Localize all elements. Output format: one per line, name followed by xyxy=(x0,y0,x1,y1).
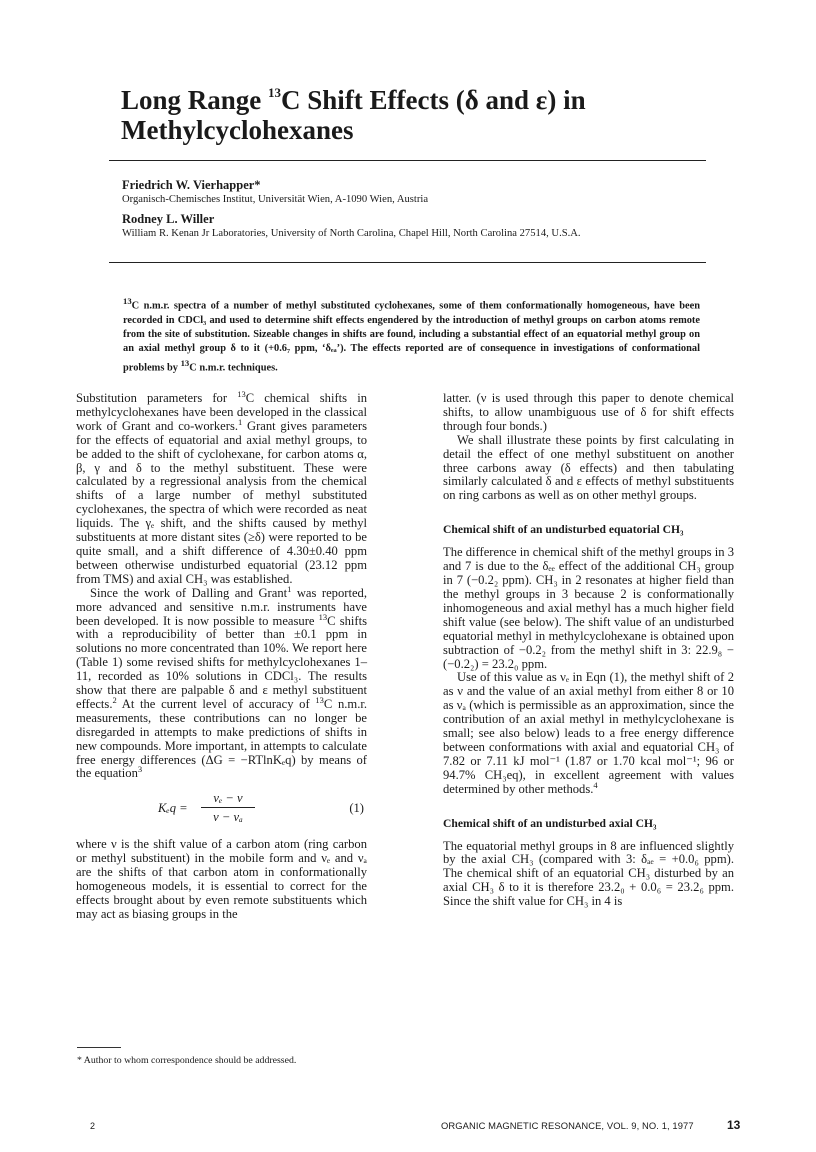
paragraph-dalling-grant xyxy=(76,583,367,782)
text-run: Substitution parameters for xyxy=(76,391,238,405)
section-heading-axial: Chemical shift of an undisturbed axial CH₃ xyxy=(443,816,657,830)
paragraph-illustrate: We shall illustrate these points by first calculating in detail the effect of one methyl substituent on another three carbons away (δ effects) and then tabulating similarly calculated δ and ε effects of methyl substituents on ring carbons as well as on other methyl groups. xyxy=(443,432,734,503)
paragraph-free-energy xyxy=(443,671,734,796)
author-affiliation-2: William R. Kenan Jr Laboratories, University of North Carolina, Chapel Hill, North Carolina 27514, U.S.A. xyxy=(122,228,581,239)
superscript: 13 xyxy=(315,694,324,705)
reference-marker: 1 xyxy=(238,416,243,427)
title-text-part1: Long Range xyxy=(121,85,269,115)
spacer xyxy=(443,503,734,523)
reference-marker: 4 xyxy=(593,779,598,790)
paragraph-equatorial-shift: The difference in chemical shift of the methyl groups in 3 and 7 is due to the δₑₑ effect of the additional CH₃ group in 7 (−0.2₂ ppm). CH₃ in 2 resonates at higher field than the methyl groups in 3 because 2 is conformationally inhomogeneous and axial methyl has a much higher field shift value (see below). The shift value of an undisturbed equatorial methyl in methylcyclohexane is obtained upon subtraction of −0.2₂ from the methyl shift in 3: 22.9₈ − (−0.2₂) = 23.2₀ ppm. xyxy=(443,545,734,671)
paragraph-where: where ν is the shift value of a carbon atom (ring carbon or methyl substituent) in the mobile form and νₑ and νₐ are the shifts of that carbon atom in conformationally homogeneous models, it is essential to correct for the effects brought about by even remote substituents which may act as biasing groups in the xyxy=(76,837,367,921)
title-text-line2: Methylcyclohexanes xyxy=(121,115,354,145)
abstract-tail: C n.m.r. techniques. xyxy=(189,362,278,374)
title-superscript: 13 xyxy=(268,85,282,100)
title-text-part2: C Shift Effects (δ and ε) in xyxy=(281,85,586,115)
text-run: Use of this value as νₑ in Eqn (1), the methyl shift of 2 as ν and the value of an axial methyl from either 8 or 10 as νₐ (which is permissible as an approximation, since the contribution of an axial methyl in methylcyclohexane is small; see also below) leads to a free energy difference between conformations with axial and equatorial CH₃ of 7.82 or 7.11 kJ mol⁻¹ (1.87 or 1.70 kcal mol⁻¹; 96 or 94.7% CH₃eq), in excellent agreement with values determined by other methods. xyxy=(443,670,734,796)
page-number: 13 xyxy=(727,1118,741,1132)
paragraph-intro xyxy=(76,388,367,587)
author-affiliation-1: Organisch-Chemisches Institut, Universität Wien, A-1090 Wien, Austria xyxy=(122,194,429,205)
right-column xyxy=(443,392,734,909)
reference-marker: 3 xyxy=(137,764,143,775)
left-column xyxy=(76,388,367,922)
equation-1 xyxy=(76,790,367,830)
footnote-divider xyxy=(77,1047,121,1048)
paragraph-latter: latter. (ν is used through this paper to denote chemical shifts, to allow unambiguous use of δ for shift effects through four bonds.) xyxy=(443,391,734,433)
author-name-2: Rodney L. Willer xyxy=(122,212,215,226)
equation-number: (1) xyxy=(349,801,364,816)
page-code: 2 xyxy=(90,1121,96,1131)
article-title xyxy=(121,80,721,145)
text-run: was reported, more advanced and sensitive n.m.r. instruments have been developed. It is now possible to measure xyxy=(76,585,367,628)
author-name-1: Friedrich W. Vierhapper* xyxy=(122,178,261,192)
superscript: 13 xyxy=(318,611,328,622)
equation-numerator: νₑ − ν xyxy=(213,791,243,806)
author-divider xyxy=(109,262,706,263)
reference-marker: 1 xyxy=(287,583,292,594)
text-run: C chemical shifts in methylcyclohexanes have been developed in the classical work of Grant and co-workers. xyxy=(76,391,367,433)
text-run: C n.m.r. measurements, these contributions can no longer be disregarded in attempts to make predictions of shifts in new compounds. More important, in attempts to calculate free energy differences (ΔG = −RTlnKₑq) by means of the equation xyxy=(76,696,367,781)
abstract-text: C n.m.r. spectra of a number of methyl substituted cyclohexanes, some of them conformationally homogeneous, have been recorded in CDCl₃ and used to determine shift effects engendered by the introduction of methyl groups on carbon atoms remote from the site of substitution. Sizeable changes in shifts are found, including a substantial effect of an equatorial methyl group on an axial methyl group δ to it (+0.6₇ ppm, ‘δₑₐ’). The effects reported are of consequence in investigations of conformational problems by xyxy=(123,300,700,374)
abstract xyxy=(123,294,700,376)
paragraph-axial-shift: The equatorial methyl groups in 8 are influenced slightly by the axial CH₃ (compared with 3: δₐₑ = +0.0₆ ppm). The chemical shift of an equatorial CH₃ disturbed by an axial CH₃ δ to it is therefore 23.2₀ + 0.0₆ = 23.2₆ ppm. Since the shift value for CH₃ in 4 is xyxy=(443,838,734,909)
spacer xyxy=(443,797,734,817)
text-run: At the current level of accuracy of xyxy=(116,696,316,711)
text-run: C shifts with a reproducibility of better than ±0.1 ppm in solutions no more concentrated than 10%. We report here (Table 1) some revised shifts for methylcyclohexanes 1–11, recorded as 10% solutions in CDCl₃. The results show that there are palpable δ and ε methyl substituent effects. xyxy=(76,613,367,711)
text-run: Grant gives parameters for the effects of equatorial and axial methyl groups, to be added to the shift of cyclohexane, for carbon atoms α, β, γ and δ to the methyl substituent. These were calculated by a regressional analysis from the chemical shifts of a large number of methyl substituted cyclohexanes, the spectra of which were recorded as neat liquids. The γₑ shift, and the shifts caused by methyl substituents at more distant sites (≥δ) were reported to be quite small, and a shift difference of 4.30±0.40 ppm between otherwise undisturbed equatorial (23.12 ppm from TMS) and axial CH₃ was established. xyxy=(76,418,367,586)
equation-fraction xyxy=(201,791,255,824)
title-divider xyxy=(109,160,706,161)
superscript: 13 xyxy=(237,388,246,399)
text-run: Since the work of Dalling and Grant xyxy=(90,585,288,600)
footnote: * Author to whom correspondence should be addressed. xyxy=(77,1055,297,1066)
equation-denominator: ν − νₐ xyxy=(213,810,243,825)
fraction-bar xyxy=(201,807,255,808)
journal-citation: ORGANIC MAGNETIC RESONANCE, VOL. 9, NO. 1, 1977 xyxy=(441,1120,694,1131)
reference-marker: 2 xyxy=(112,694,117,705)
abstract-tail-superscript: 13 xyxy=(180,358,190,369)
section-heading-equatorial: Chemical shift of an undisturbed equatorial CH₃ xyxy=(443,523,684,537)
equation-lhs: Kₑq = xyxy=(158,801,188,816)
abstract-superscript: 13 xyxy=(123,296,132,306)
author-block xyxy=(122,178,712,246)
